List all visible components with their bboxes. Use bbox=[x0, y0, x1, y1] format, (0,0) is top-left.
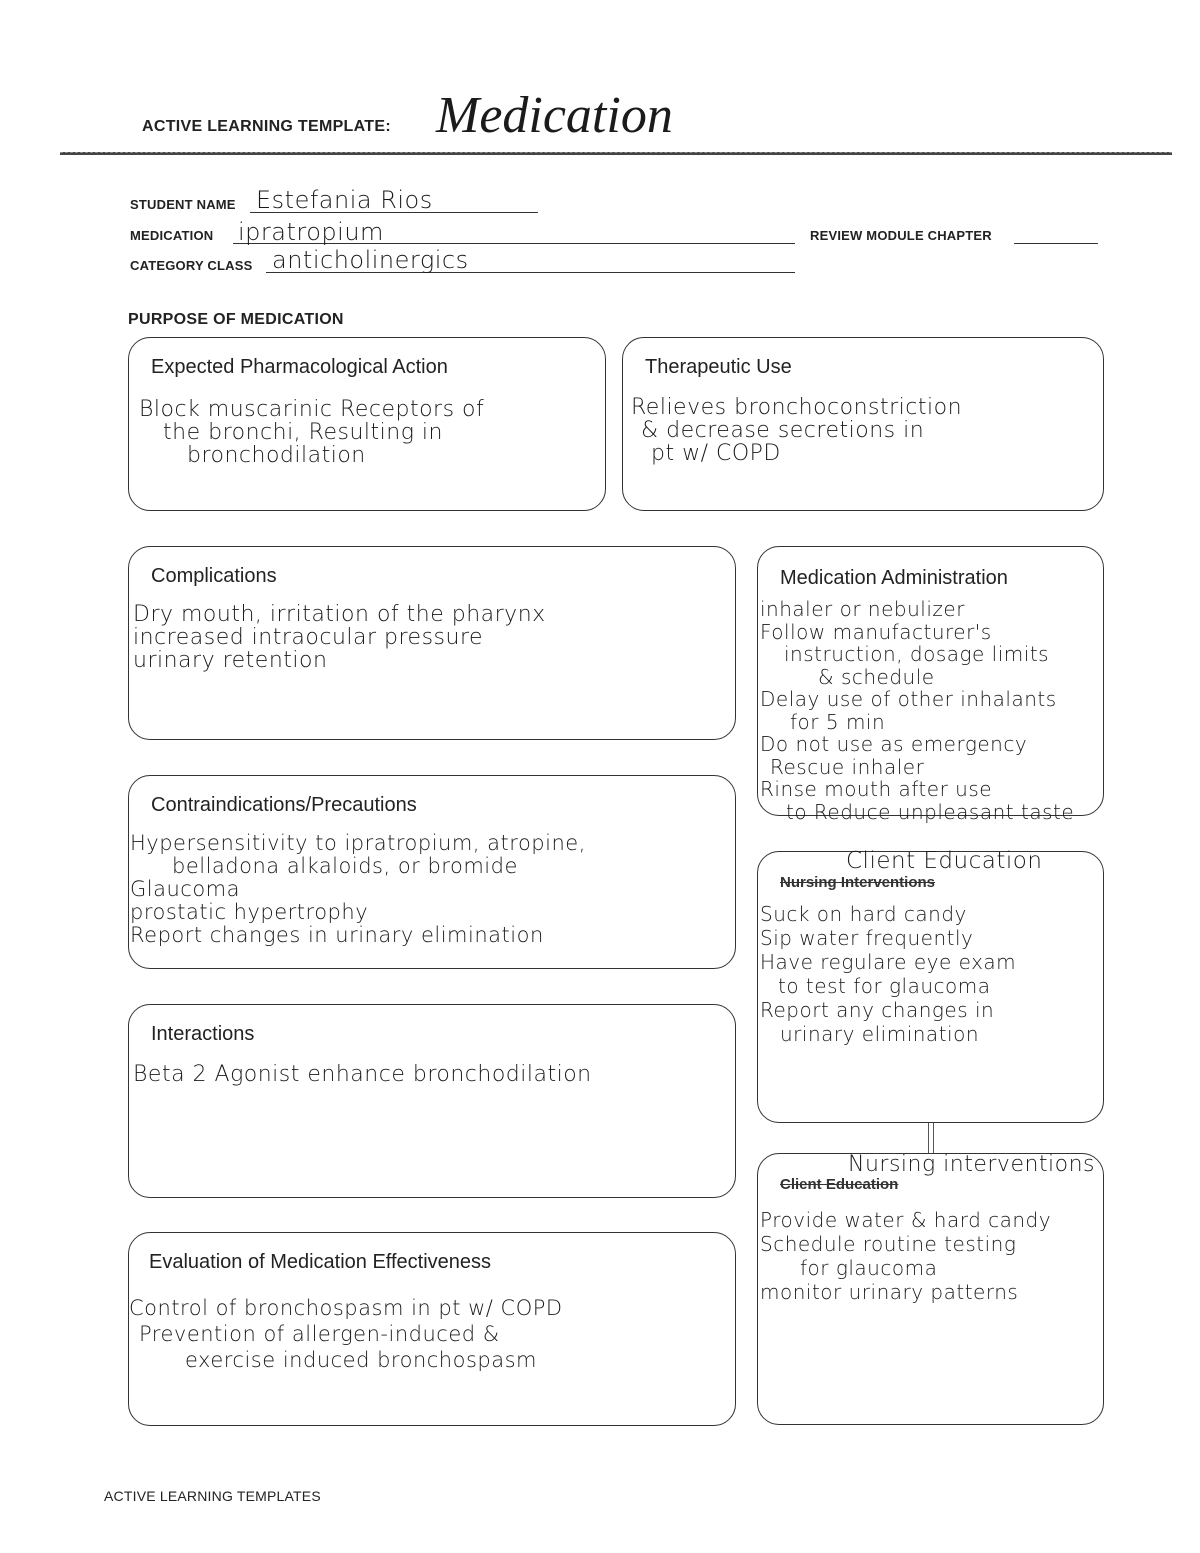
text-line: exercise induced bronchospasm bbox=[185, 1348, 537, 1372]
category-label: CATEGORY CLASS bbox=[130, 258, 253, 273]
complications-text[interactable] bbox=[133, 603, 546, 672]
student-name-value[interactable]: Estefania Rios bbox=[256, 186, 433, 214]
text-line: Relieves bronchoconstriction bbox=[631, 395, 963, 420]
text-line: Block muscarinic Receptors of bbox=[139, 397, 485, 422]
text-line: Sip water frequently bbox=[760, 926, 974, 950]
text-line: Provide water & hard candy bbox=[760, 1208, 1052, 1232]
text-line: Report changes in urinary elimination bbox=[130, 923, 544, 947]
client-education-text[interactable] bbox=[760, 902, 1016, 1046]
therapeutic-use-box bbox=[622, 337, 1104, 511]
med-admin-text[interactable] bbox=[760, 598, 1074, 823]
interactions-text[interactable] bbox=[133, 1063, 592, 1086]
text-line: Dry mouth, irritation of the pharynx bbox=[133, 602, 546, 627]
text-line: Do not use as emergency bbox=[760, 732, 1028, 756]
text-line: Control of bronchospasm in pt w/ COPD bbox=[129, 1296, 563, 1320]
interactions-title: Interactions bbox=[151, 1023, 255, 1045]
text-line: Delay use of other inhalants bbox=[760, 687, 1057, 711]
complications-box bbox=[128, 546, 736, 740]
text-line: Glaucoma bbox=[130, 877, 241, 901]
evaluation-box bbox=[128, 1232, 736, 1426]
text-line: Rinse mouth after use bbox=[760, 777, 993, 801]
text-line: Follow manufacturer's bbox=[760, 619, 992, 644]
review-module-label: REVIEW MODULE CHAPTER bbox=[810, 228, 992, 243]
text-line: increased intraocular pressure bbox=[133, 625, 484, 650]
review-module-line bbox=[1014, 243, 1098, 244]
text-line: for glaucoma bbox=[800, 1256, 938, 1280]
text-line: Report any changes in bbox=[760, 998, 995, 1022]
text-line: belladona alkaloids, or bromide bbox=[172, 854, 518, 878]
text-line: prostatic hypertrophy bbox=[130, 900, 369, 924]
text-line: to test for glaucoma bbox=[778, 974, 991, 998]
medication-label: MEDICATION bbox=[130, 228, 214, 243]
text-line: Suck on hard candy bbox=[760, 902, 967, 926]
text-line: inhaler or nebulizer bbox=[760, 597, 965, 621]
interactions-box bbox=[128, 1004, 736, 1198]
text-line: Beta 2 Agonist enhance bronchodilation bbox=[133, 1062, 592, 1087]
client-education-handwritten-title[interactable]: Client Education bbox=[846, 848, 1043, 874]
medication-value[interactable]: ipratropium bbox=[238, 218, 384, 246]
printed-title-struck: Nursing Interventions bbox=[780, 874, 936, 891]
text-line: & schedule bbox=[818, 664, 935, 689]
nursing-interventions-text[interactable] bbox=[760, 1208, 1051, 1304]
contraindications-text[interactable] bbox=[130, 832, 586, 947]
box-connector bbox=[928, 1123, 934, 1153]
complications-title: Complications bbox=[151, 565, 277, 587]
evaluation-text[interactable] bbox=[129, 1295, 563, 1373]
template-label: ACTIVE LEARNING TEMPLATE: bbox=[142, 118, 391, 135]
med-admin-title: Medication Administration bbox=[780, 567, 1008, 589]
text-line: monitor urinary patterns bbox=[760, 1280, 1019, 1304]
text-line: Rescue inhaler bbox=[770, 754, 925, 779]
text-line: for 5 min bbox=[790, 709, 886, 734]
student-name-label: STUDENT NAME bbox=[130, 197, 236, 212]
text-line: Have regulare eye exam bbox=[760, 950, 1017, 974]
expected-action-box bbox=[128, 337, 606, 511]
therapeutic-use-title: Therapeutic Use bbox=[645, 356, 792, 378]
text-line: the bronchi, Resulting in bbox=[163, 420, 443, 445]
contraindications-title: Contraindications/Precautions bbox=[151, 794, 417, 816]
text-line: urinary retention bbox=[133, 648, 328, 673]
header-rule bbox=[60, 152, 1172, 155]
text-line: & decrease secretions in bbox=[641, 418, 925, 443]
expected-action-title: Expected Pharmacological Action bbox=[151, 356, 448, 378]
text-line: urinary elimination bbox=[780, 1022, 980, 1046]
text-line: pt w/ COPD bbox=[651, 441, 781, 466]
text-line: Hypersensitivity to ipratropium, atropine, bbox=[130, 831, 586, 855]
evaluation-title: Evaluation of Medication Effectiveness bbox=[149, 1251, 492, 1273]
text-line: bronchodilation bbox=[187, 443, 366, 468]
therapeutic-use-text[interactable] bbox=[631, 396, 962, 465]
footer-label: ACTIVE LEARNING TEMPLATES bbox=[104, 1488, 321, 1504]
category-value[interactable]: anticholinergics bbox=[272, 246, 469, 274]
text-line: instruction, dosage limits bbox=[784, 642, 1050, 666]
purpose-heading: PURPOSE OF MEDICATION bbox=[128, 311, 344, 328]
expected-action-text[interactable] bbox=[139, 398, 484, 467]
text-line: Prevention of allergen-induced & bbox=[139, 1322, 500, 1346]
text-line: to Reduce unpleasant taste bbox=[786, 799, 1075, 824]
text-line: Schedule routine testing bbox=[760, 1232, 1017, 1256]
printed-title-struck: Client Education bbox=[780, 1176, 899, 1193]
template-title: Medication bbox=[436, 87, 673, 144]
nursing-interventions-handwritten-title[interactable]: Nursing interventions bbox=[848, 1152, 1096, 1177]
